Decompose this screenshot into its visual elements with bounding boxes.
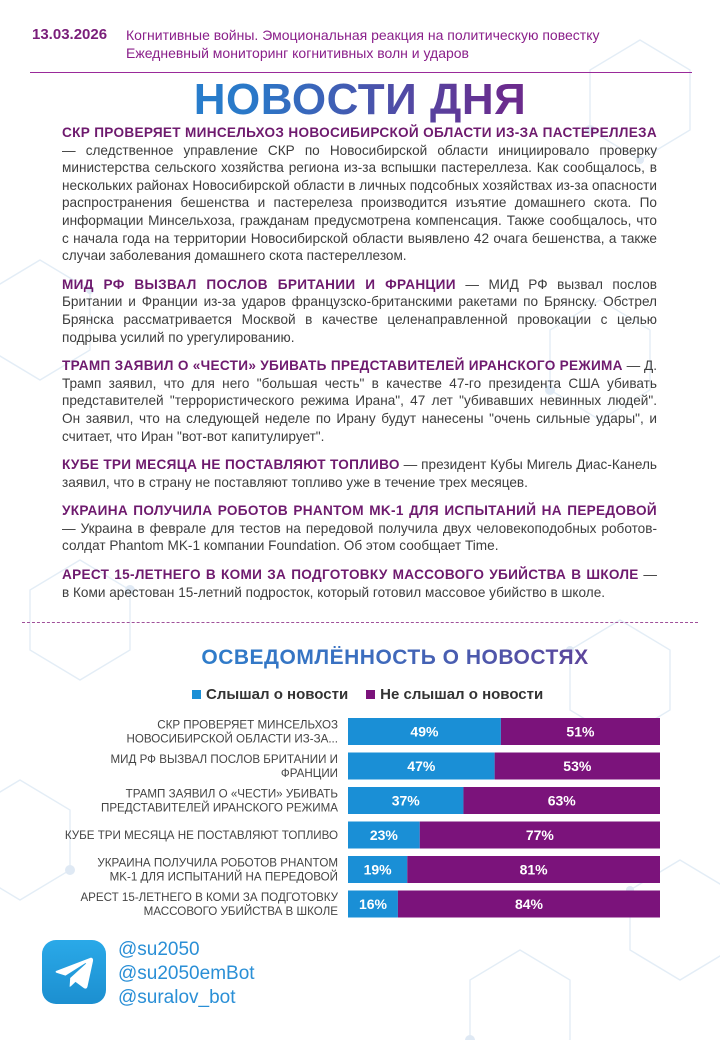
category-label: АРЕСТ 15-ЛЕТНЕГО В КОМИ ЗА ПОДГОТОВКУ МАССОВОГО УБИЙСТВА В ШКОЛЕ bbox=[80, 891, 338, 918]
news-headline: СКР ПРОВЕРЯЕТ МИНСЕЛЬХОЗ НОВОСИБИРСКОЙ ОБЛАСТИ ИЗ-ЗА ПАСТЕРЕЛЛЕЗА bbox=[62, 125, 657, 140]
data-label-not-heard: 63% bbox=[547, 792, 576, 809]
header-divider bbox=[30, 72, 692, 73]
awareness-chart-svg bbox=[0, 716, 720, 931]
header-subtitle bbox=[126, 26, 706, 62]
legend-label-not-heard: Не слышал о новости bbox=[380, 685, 544, 703]
news-list bbox=[62, 124, 657, 612]
chart-legend bbox=[192, 684, 561, 704]
report-date: 13.03.2026 bbox=[32, 26, 108, 43]
data-label-heard: 23% bbox=[369, 827, 398, 843]
category-label: УКРАИНА ПОЛУЧИЛА РОБОТОВ PHANTOM MK-1 ДЛЯ ИСПЫТАНИЙ НА ПЕРЕДОВОЙ bbox=[97, 856, 338, 884]
news-item bbox=[62, 566, 657, 601]
category-label: МИД РФ ВЫЗВАЛ ПОСЛОВ БРИТАНИИ И ФРАНЦИИ bbox=[110, 753, 338, 780]
telegram-link[interactable]: @su2050 bbox=[118, 939, 200, 960]
news-body: — в Коми арестован 15-летний подросток, который готовил массовое убийство в школе. bbox=[62, 567, 657, 600]
news-headline: ТРАМП ЗАЯВИЛ О «ЧЕСТИ» УБИВАТЬ ПРЕДСТАВИТЕЛЕЙ ИРАНСКОГО РЕЖИМА bbox=[62, 358, 623, 374]
data-label-heard: 49% bbox=[410, 723, 439, 740]
legend-swatch-heard bbox=[192, 690, 201, 699]
header-subtitle-line-1: Когнитивные войны. Эмоциональная реакция на политическую повестку bbox=[126, 27, 600, 43]
news-body: — МИД РФ вызвал послов Британии и Франции из-за ударов французско-британскими ракетами по Брянску. Обстрел Брянска рассматривается Москвой в качестве целенаправленной провокации с целью подрыва усилий по урегулированию. bbox=[62, 276, 657, 345]
section-divider bbox=[22, 622, 698, 623]
news-body: — следственное управление СКР по Новосибирской области инициировало проверку министерства сельского хозяйства региона из-за вспышки пастереллеза. Как сообщалось, в нескольких районах Новосибирской области в личных подсобных хозяйствах из-за опасности распространения бешенства и пастерелеза производится изъятие домашнего скота. По информации Минсельхоза, гражданам предусмотрена компенсация. Также сообщалось, что с начала года на территории Новосибирской области выявлено 42 очага бешенства, а также случаи заболевания домашнего скота пастереллезом. bbox=[62, 142, 657, 264]
data-label-not-heard: 77% bbox=[525, 827, 554, 843]
legend-label-heard: Слышал о новости bbox=[206, 685, 349, 703]
legend-swatch-not-heard bbox=[366, 690, 375, 699]
data-label-heard: 37% bbox=[391, 792, 420, 809]
news-headline: УКРАИНА ПОЛУЧИЛА РОБОТОВ PHANTOM MK-1 ДЛЯ ИСПЫТАНИЙ НА ПЕРЕДОВОЙ bbox=[62, 503, 657, 519]
page-header bbox=[0, 0, 720, 75]
telegram-icon[interactable] bbox=[42, 940, 106, 1004]
news-headline: МИД РФ ВЫЗВАЛ ПОСЛОВ БРИТАНИИ И ФРАНЦИИ bbox=[62, 276, 456, 292]
data-label-not-heard: 53% bbox=[563, 758, 592, 774]
data-label-heard: 19% bbox=[363, 861, 392, 878]
data-label-not-heard: 84% bbox=[514, 896, 543, 912]
news-headline: КУБЕ ТРИ МЕСЯЦА НЕ ПОСТАВЛЯЮТ ТОПЛИВО bbox=[62, 457, 400, 473]
data-label-not-heard: 81% bbox=[519, 861, 548, 878]
awareness-chart bbox=[0, 716, 720, 931]
telegram-link[interactable]: @su2050emBot bbox=[118, 963, 255, 984]
news-item bbox=[62, 276, 657, 346]
data-label-heard: 16% bbox=[358, 896, 387, 912]
header-subtitle-line-2: Ежедневный мониторинг когнитивных волн и ударов bbox=[126, 45, 469, 61]
awareness-title: ОСВЕДОМЛЁННОСТЬ О НОВОСТЯХ bbox=[0, 646, 720, 670]
category-label: КУБЕ ТРИ МЕСЯЦА НЕ ПОСТАВЛЯЮТ ТОПЛИВО bbox=[64, 829, 338, 842]
news-item bbox=[62, 456, 657, 491]
news-item bbox=[62, 124, 657, 265]
news-body: — Д. Трамп заявил, что для него "большая честь" в качестве 47-го президента США убивать представителей "террористического режима Ирана", 47 лет "убивавших невинных людей". Он заявил, что на следующей неделе по Ирану будут нанесены "очень сильные удары", и считает, что Иран "вот-вот капитулирует". bbox=[62, 358, 657, 444]
news-body: — Украина в феврале для тестов на передовой получила двух человекоподобных роботов-солдат Phantom MK-1 компании Foundation. Об этом сообщает Time. bbox=[62, 520, 657, 554]
data-label-heard: 47% bbox=[407, 758, 436, 774]
legend-item-heard bbox=[192, 686, 348, 703]
category-label: СКР ПРОВЕРЯЕТ МИНСЕЛЬХОЗ НОВОСИБИРСКОЙ ОБЛАСТИ ИЗ-ЗА... bbox=[126, 718, 338, 746]
telegram-link[interactable]: @suralov_bot bbox=[118, 987, 236, 1008]
news-item bbox=[62, 502, 657, 555]
news-body: — президент Кубы Мигель Диас-Канель заявил, что в страну не поставляют топливо уже в течение трех месяцев. bbox=[62, 457, 657, 490]
news-headline: АРЕСТ 15-ЛЕТНЕГО В КОМИ ЗА ПОДГОТОВКУ МАССОВОГО УБИЙСТВА В ШКОЛЕ bbox=[62, 567, 639, 583]
category-label: ТРАМП ЗАЯВИЛ О «ЧЕСТИ» УБИВАТЬ ПРЕДСТАВИТЕЛЕЙ ИРАНСКОГО РЕЖИМА bbox=[100, 787, 338, 815]
telegram-links bbox=[118, 938, 255, 1010]
news-item bbox=[62, 357, 657, 445]
data-label-not-heard: 51% bbox=[566, 723, 595, 740]
page-title: НОВОСТИ ДНЯ bbox=[0, 76, 720, 124]
legend-item-not-heard bbox=[366, 686, 543, 703]
